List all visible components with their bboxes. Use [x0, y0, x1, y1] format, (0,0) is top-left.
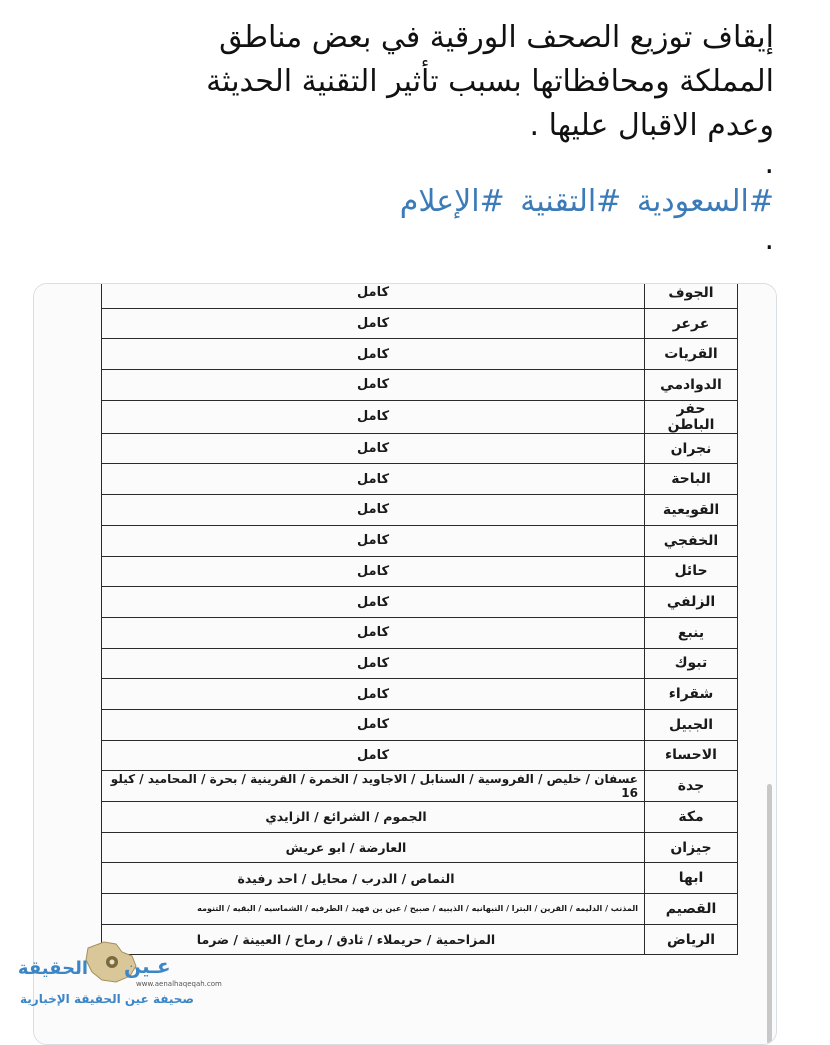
status-cell: المزاحمية / حريملاء / ثادق / رماح / العيينة / ضرما: [102, 924, 645, 955]
status-cell: النماص / الدرب / محايل / احد رفيدة: [102, 863, 645, 894]
tweet-dot-2: .: [764, 222, 774, 257]
city-cell: شقراء: [645, 679, 738, 710]
city-cell: جيزان: [645, 832, 738, 863]
status-cell: كامل: [102, 400, 645, 433]
status-cell: كامل: [102, 679, 645, 710]
status-cell: كامل: [102, 464, 645, 495]
city-cell: تبوك: [645, 648, 738, 679]
table-row: [102, 740, 738, 771]
watermark-subtitle: صحيفة عين الحقيقة الإخبارية: [20, 992, 194, 1006]
status-cell: كامل: [102, 709, 645, 740]
status-cell: كامل: [102, 495, 645, 526]
city-cell: الزلفي: [645, 587, 738, 618]
status-cell: عسفان / خليص / الفروسية / السنابل / الاجاويد / الخمرة / القرينية / بحرة / المحاميد / كيلو 16: [102, 771, 645, 802]
status-cell: العارضة / ابو عريش: [102, 832, 645, 863]
city-cell: الرياض: [645, 924, 738, 955]
city-cell: ابها: [645, 863, 738, 894]
table-row: [102, 308, 738, 339]
hashtag-technology[interactable]: #التقنية: [520, 184, 622, 219]
city-cell: الخفجي: [645, 525, 738, 556]
status-cell: كامل: [102, 339, 645, 370]
city-cell: الباحة: [645, 464, 738, 495]
table-row: [102, 556, 738, 587]
status-cell: كامل: [102, 648, 645, 679]
hashtag-list: [54, 180, 774, 224]
status-cell: كامل: [102, 433, 645, 464]
table-row: [102, 771, 738, 802]
status-cell: المذنب / الدليمه / القرين / البترا / النبهانيه / الذيبيه / صبيح / عين بن فهيد / الطرفيه / الشماسيه / البقيه / التنومه: [102, 894, 645, 925]
table-row: [102, 894, 738, 925]
watermark-url: www.aenalhaqeqah.com: [136, 980, 222, 988]
table-row: [102, 802, 738, 833]
hashtag-saudi[interactable]: #السعودية: [636, 184, 774, 219]
scanned-document: [34, 284, 776, 1044]
city-cell: الدوادمي: [645, 370, 738, 401]
status-cell: كامل: [102, 283, 645, 308]
status-cell: الجموم / الشرائع / الزايدي: [102, 802, 645, 833]
city-cell: جدة: [645, 771, 738, 802]
city-cell: القريات: [645, 339, 738, 370]
tweet-line-3: وعدم الاقبال عليها .: [529, 108, 774, 143]
hashtag-media[interactable]: #الإعلام: [399, 184, 505, 219]
table-row: [102, 495, 738, 526]
table-row: [102, 400, 738, 433]
table-row: [102, 587, 738, 618]
table-row: [102, 525, 738, 556]
status-cell: كامل: [102, 740, 645, 771]
status-cell: كامل: [102, 370, 645, 401]
city-cell: القصيم: [645, 894, 738, 925]
city-cell: القويعية: [645, 495, 738, 526]
scrollbar[interactable]: [767, 784, 772, 1044]
table-row: [102, 617, 738, 648]
status-cell: كامل: [102, 587, 645, 618]
table-row: [102, 283, 738, 308]
table-row: [102, 863, 738, 894]
tweet-line-1: إيقاف توزيع الصحف الورقية في بعض مناطق: [219, 20, 774, 55]
table-row: [102, 339, 738, 370]
table-row: [102, 709, 738, 740]
city-cell: مكة: [645, 802, 738, 833]
city-cell: حفر الباطن: [645, 400, 738, 433]
table-row: [102, 679, 738, 710]
table-row: [102, 370, 738, 401]
status-cell: كامل: [102, 308, 645, 339]
city-cell: الاحساء: [645, 740, 738, 771]
table-row: [102, 433, 738, 464]
media-image-card[interactable]: [33, 283, 777, 1045]
watermark-ain: عـين: [124, 954, 171, 978]
city-cell: الجبيل: [645, 709, 738, 740]
city-cell: نجران: [645, 433, 738, 464]
status-cell: كامل: [102, 556, 645, 587]
table-row: [102, 648, 738, 679]
status-cell: كامل: [102, 525, 645, 556]
table-row: [102, 832, 738, 863]
watermark-name: الحقيقة: [17, 958, 88, 979]
table-row: [102, 464, 738, 495]
city-cell: ينبع: [645, 617, 738, 648]
distribution-table: [101, 283, 738, 955]
city-cell: الجوف: [645, 283, 738, 308]
tweet-line-2: المملكة ومحافظاتها بسبب تأثير التقنية الحديثة: [206, 64, 774, 99]
status-cell: كامل: [102, 617, 645, 648]
tweet-text: [54, 16, 774, 256]
city-cell: عرعر: [645, 308, 738, 339]
tweet-dot: .: [764, 146, 774, 181]
city-cell: حائل: [645, 556, 738, 587]
watermark-logo: [12, 938, 222, 1014]
